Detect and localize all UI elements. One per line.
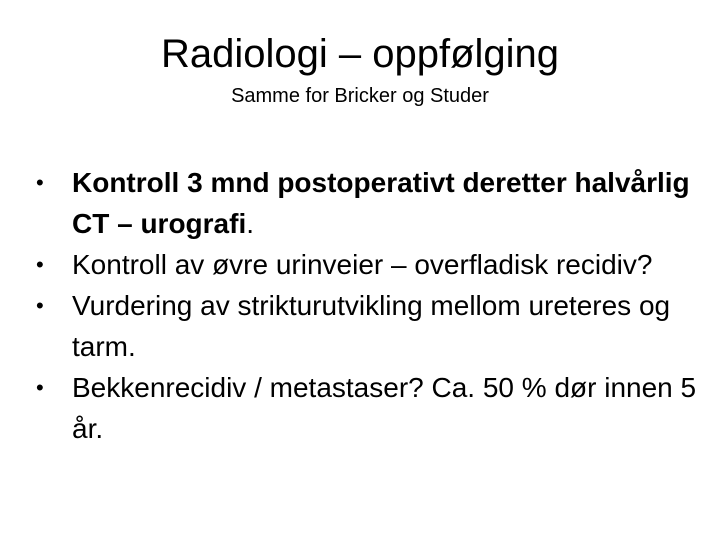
bullet-text: Vurdering av strikturutvikling mellom ureteres og tarm. [72,290,671,362]
bullet-dot-icon: • [36,293,44,318]
bullet-text: Kontroll av øvre urinveier – overfladisk recidiv? [72,249,653,280]
bullet-item [30,244,700,285]
bullet-item [30,162,700,244]
slide-subtitle: Samme for Bricker og Studer [231,85,489,107]
bullet-dot-icon: • [36,252,44,277]
bullet-list [30,162,700,449]
bullet-text: Bekkenrecidiv / metastaser? Ca. 50 % dør innen 5 år. [72,372,697,444]
bullet-item [30,285,700,367]
slide-title: Radiologi – oppfølging [160,32,560,76]
bullet-item [30,367,700,449]
bullet-bold-text: Kontroll 3 mnd postoperativt deretter halvårlig CT – urografi [72,167,690,239]
bullet-dot-icon: • [36,170,44,195]
bullet-text: . [246,208,255,239]
bullet-dot-icon: • [36,375,44,400]
